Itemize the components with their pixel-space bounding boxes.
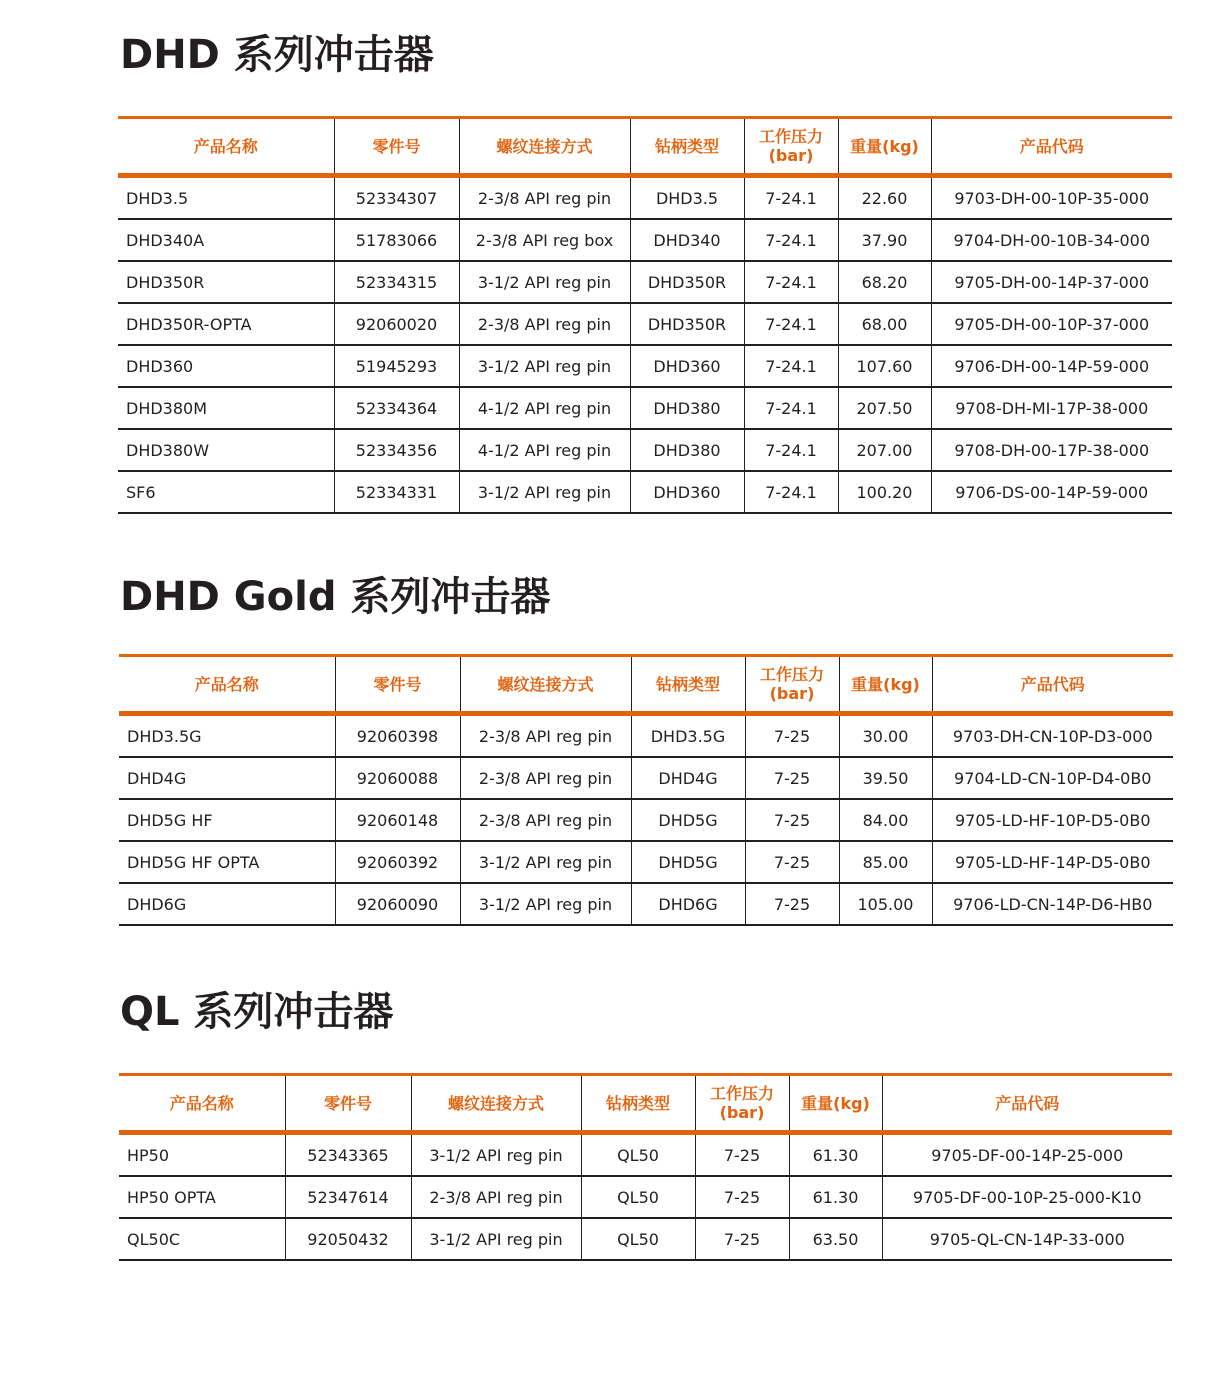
cell-weight: 100.20 bbox=[838, 471, 931, 513]
cell-product-name: DHD380M bbox=[118, 387, 334, 429]
cell-weight: 85.00 bbox=[839, 841, 932, 883]
section-title: DHD Gold 系列冲击器 bbox=[120, 574, 551, 620]
product-table bbox=[119, 654, 1173, 926]
cell-product-name: HP50 OPTA bbox=[119, 1176, 285, 1218]
cell-weight: 207.00 bbox=[838, 429, 931, 471]
header-shank-type: 钻柄类型 bbox=[631, 656, 745, 714]
table-row bbox=[118, 261, 1172, 303]
header-product-code: 产品代码 bbox=[932, 656, 1173, 714]
cell-working-pressure: 7-25 bbox=[745, 883, 839, 925]
cell-product-code: 9708-DH-MI-17P-38-000 bbox=[931, 387, 1172, 429]
header-product-name: 产品名称 bbox=[119, 1075, 285, 1133]
cell-shank-type: DHD6G bbox=[631, 883, 745, 925]
cell-thread-connection: 2-3/8 API reg pin bbox=[459, 303, 630, 345]
cell-shank-type: DHD5G bbox=[631, 841, 745, 883]
cell-product-code: 9705-DF-00-14P-25-000 bbox=[882, 1133, 1172, 1177]
table-row bbox=[119, 1176, 1172, 1218]
cell-product-name: DHD5G HF bbox=[119, 799, 335, 841]
cell-shank-type: DHD5G bbox=[631, 799, 745, 841]
header-part-number: 零件号 bbox=[334, 118, 459, 176]
header-weight: 重量(kg) bbox=[839, 656, 932, 714]
cell-shank-type: QL50 bbox=[581, 1176, 695, 1218]
cell-part-number: 92060090 bbox=[335, 883, 460, 925]
cell-product-name: DHD4G bbox=[119, 757, 335, 799]
header-product-code: 产品代码 bbox=[931, 118, 1172, 176]
table-header-row bbox=[119, 656, 1173, 714]
cell-shank-type: DHD350R bbox=[630, 261, 744, 303]
cell-thread-connection: 3-1/2 API reg pin bbox=[459, 261, 630, 303]
cell-shank-type: DHD380 bbox=[630, 387, 744, 429]
header-part-number: 零件号 bbox=[335, 656, 460, 714]
cell-working-pressure: 7-24.1 bbox=[744, 387, 838, 429]
cell-product-name: DHD3.5G bbox=[119, 714, 335, 758]
header-working-pressure: 工作压力 (bar) bbox=[745, 656, 839, 714]
cell-product-code: 9705-DF-00-10P-25-000-K10 bbox=[882, 1176, 1172, 1218]
cell-product-name: DHD340A bbox=[118, 219, 334, 261]
table-header-row bbox=[119, 1075, 1172, 1133]
table-row bbox=[119, 757, 1173, 799]
cell-weight: 22.60 bbox=[838, 176, 931, 220]
cell-working-pressure: 7-25 bbox=[745, 757, 839, 799]
cell-part-number: 92060392 bbox=[335, 841, 460, 883]
header-shank-type: 钻柄类型 bbox=[581, 1075, 695, 1133]
cell-working-pressure: 7-25 bbox=[695, 1133, 789, 1177]
cell-part-number: 52334364 bbox=[334, 387, 459, 429]
header-thread-connection: 螺纹连接方式 bbox=[459, 118, 630, 176]
cell-product-name: HP50 bbox=[119, 1133, 285, 1177]
cell-weight: 68.20 bbox=[838, 261, 931, 303]
cell-working-pressure: 7-25 bbox=[745, 799, 839, 841]
cell-shank-type: DHD340 bbox=[630, 219, 744, 261]
cell-product-code: 9706-LD-CN-14P-D6-HB0 bbox=[932, 883, 1173, 925]
table-row bbox=[118, 219, 1172, 261]
header-part-number: 零件号 bbox=[285, 1075, 411, 1133]
cell-product-code: 9705-QL-CN-14P-33-000 bbox=[882, 1218, 1172, 1260]
cell-part-number: 92060020 bbox=[334, 303, 459, 345]
cell-thread-connection: 2-3/8 API reg pin bbox=[460, 714, 631, 758]
table-row bbox=[119, 1133, 1172, 1177]
cell-shank-type: DHD4G bbox=[631, 757, 745, 799]
cell-part-number: 92060148 bbox=[335, 799, 460, 841]
cell-thread-connection: 3-1/2 API reg pin bbox=[459, 345, 630, 387]
table-row bbox=[119, 1218, 1172, 1260]
table-row bbox=[118, 387, 1172, 429]
table-row bbox=[119, 799, 1173, 841]
cell-working-pressure: 7-24.1 bbox=[744, 261, 838, 303]
cell-shank-type: QL50 bbox=[581, 1218, 695, 1260]
cell-product-code: 9706-DH-00-14P-59-000 bbox=[931, 345, 1172, 387]
header-shank-type: 钻柄类型 bbox=[630, 118, 744, 176]
cell-weight: 39.50 bbox=[839, 757, 932, 799]
table-row bbox=[118, 429, 1172, 471]
cell-shank-type: DHD360 bbox=[630, 471, 744, 513]
cell-part-number: 51783066 bbox=[334, 219, 459, 261]
cell-working-pressure: 7-24.1 bbox=[744, 176, 838, 220]
table-row bbox=[118, 345, 1172, 387]
cell-part-number: 52347614 bbox=[285, 1176, 411, 1218]
product-table bbox=[118, 116, 1172, 514]
cell-shank-type: DHD3.5G bbox=[631, 714, 745, 758]
section-title: DHD 系列冲击器 bbox=[120, 32, 434, 78]
table-row bbox=[118, 303, 1172, 345]
cell-thread-connection: 3-1/2 API reg pin bbox=[411, 1133, 581, 1177]
table-row bbox=[118, 176, 1172, 220]
cell-working-pressure: 7-25 bbox=[745, 714, 839, 758]
cell-product-name: DHD350R-OPTA bbox=[118, 303, 334, 345]
section-title: QL 系列冲击器 bbox=[120, 989, 394, 1035]
cell-part-number: 92060088 bbox=[335, 757, 460, 799]
cell-shank-type: DHD3.5 bbox=[630, 176, 744, 220]
table-row bbox=[119, 841, 1173, 883]
cell-shank-type: DHD350R bbox=[630, 303, 744, 345]
cell-product-code: 9703-DH-00-10P-35-000 bbox=[931, 176, 1172, 220]
cell-product-code: 9703-DH-CN-10P-D3-000 bbox=[932, 714, 1173, 758]
cell-working-pressure: 7-24.1 bbox=[744, 345, 838, 387]
cell-product-code: 9706-DS-00-14P-59-000 bbox=[931, 471, 1172, 513]
cell-product-code: 9704-DH-00-10B-34-000 bbox=[931, 219, 1172, 261]
cell-working-pressure: 7-25 bbox=[745, 841, 839, 883]
cell-weight: 61.30 bbox=[789, 1176, 882, 1218]
cell-thread-connection: 2-3/8 API reg pin bbox=[460, 757, 631, 799]
cell-shank-type: DHD380 bbox=[630, 429, 744, 471]
cell-working-pressure: 7-25 bbox=[695, 1176, 789, 1218]
header-thread-connection: 螺纹连接方式 bbox=[460, 656, 631, 714]
cell-part-number: 92060398 bbox=[335, 714, 460, 758]
cell-shank-type: QL50 bbox=[581, 1133, 695, 1177]
cell-product-code: 9704-LD-CN-10P-D4-0B0 bbox=[932, 757, 1173, 799]
cell-working-pressure: 7-24.1 bbox=[744, 303, 838, 345]
header-working-pressure: 工作压力 (bar) bbox=[744, 118, 838, 176]
header-weight: 重量(kg) bbox=[838, 118, 931, 176]
cell-thread-connection: 3-1/2 API reg pin bbox=[460, 841, 631, 883]
cell-thread-connection: 2-3/8 API reg pin bbox=[460, 799, 631, 841]
cell-weight: 68.00 bbox=[838, 303, 931, 345]
cell-part-number: 52334315 bbox=[334, 261, 459, 303]
cell-working-pressure: 7-24.1 bbox=[744, 429, 838, 471]
cell-part-number: 52334331 bbox=[334, 471, 459, 513]
cell-product-code: 9705-LD-HF-14P-D5-0B0 bbox=[932, 841, 1173, 883]
cell-weight: 105.00 bbox=[839, 883, 932, 925]
cell-weight: 30.00 bbox=[839, 714, 932, 758]
header-weight: 重量(kg) bbox=[789, 1075, 882, 1133]
cell-working-pressure: 7-25 bbox=[695, 1218, 789, 1260]
cell-part-number: 92050432 bbox=[285, 1218, 411, 1260]
cell-product-code: 9705-DH-00-10P-37-000 bbox=[931, 303, 1172, 345]
cell-product-name: DHD350R bbox=[118, 261, 334, 303]
product-table bbox=[119, 1073, 1172, 1261]
table-row bbox=[118, 471, 1172, 513]
cell-thread-connection: 3-1/2 API reg pin bbox=[460, 883, 631, 925]
cell-product-name: DHD360 bbox=[118, 345, 334, 387]
cell-weight: 207.50 bbox=[838, 387, 931, 429]
cell-thread-connection: 3-1/2 API reg pin bbox=[459, 471, 630, 513]
cell-part-number: 52334356 bbox=[334, 429, 459, 471]
cell-part-number: 52334307 bbox=[334, 176, 459, 220]
cell-working-pressure: 7-24.1 bbox=[744, 219, 838, 261]
cell-working-pressure: 7-24.1 bbox=[744, 471, 838, 513]
cell-thread-connection: 2-3/8 API reg box bbox=[459, 219, 630, 261]
table-header-row bbox=[118, 118, 1172, 176]
cell-weight: 37.90 bbox=[838, 219, 931, 261]
cell-weight: 107.60 bbox=[838, 345, 931, 387]
cell-product-name: DHD3.5 bbox=[118, 176, 334, 220]
header-working-pressure: 工作压力 (bar) bbox=[695, 1075, 789, 1133]
cell-product-code: 9705-LD-HF-10P-D5-0B0 bbox=[932, 799, 1173, 841]
cell-shank-type: DHD360 bbox=[630, 345, 744, 387]
table-row bbox=[119, 883, 1173, 925]
cell-product-name: QL50C bbox=[119, 1218, 285, 1260]
cell-product-code: 9705-DH-00-14P-37-000 bbox=[931, 261, 1172, 303]
cell-weight: 61.30 bbox=[789, 1133, 882, 1177]
cell-thread-connection: 3-1/2 API reg pin bbox=[411, 1218, 581, 1260]
cell-thread-connection: 2-3/8 API reg pin bbox=[459, 176, 630, 220]
header-product-name: 产品名称 bbox=[119, 656, 335, 714]
cell-product-name: DHD5G HF OPTA bbox=[119, 841, 335, 883]
cell-product-name: SF6 bbox=[118, 471, 334, 513]
cell-weight: 84.00 bbox=[839, 799, 932, 841]
cell-product-name: DHD380W bbox=[118, 429, 334, 471]
cell-product-code: 9708-DH-00-17P-38-000 bbox=[931, 429, 1172, 471]
header-product-name: 产品名称 bbox=[118, 118, 334, 176]
cell-thread-connection: 2-3/8 API reg pin bbox=[411, 1176, 581, 1218]
cell-product-name: DHD6G bbox=[119, 883, 335, 925]
cell-thread-connection: 4-1/2 API reg pin bbox=[459, 387, 630, 429]
cell-weight: 63.50 bbox=[789, 1218, 882, 1260]
cell-part-number: 52343365 bbox=[285, 1133, 411, 1177]
header-product-code: 产品代码 bbox=[882, 1075, 1172, 1133]
cell-thread-connection: 4-1/2 API reg pin bbox=[459, 429, 630, 471]
cell-part-number: 51945293 bbox=[334, 345, 459, 387]
table-row bbox=[119, 714, 1173, 758]
header-thread-connection: 螺纹连接方式 bbox=[411, 1075, 581, 1133]
